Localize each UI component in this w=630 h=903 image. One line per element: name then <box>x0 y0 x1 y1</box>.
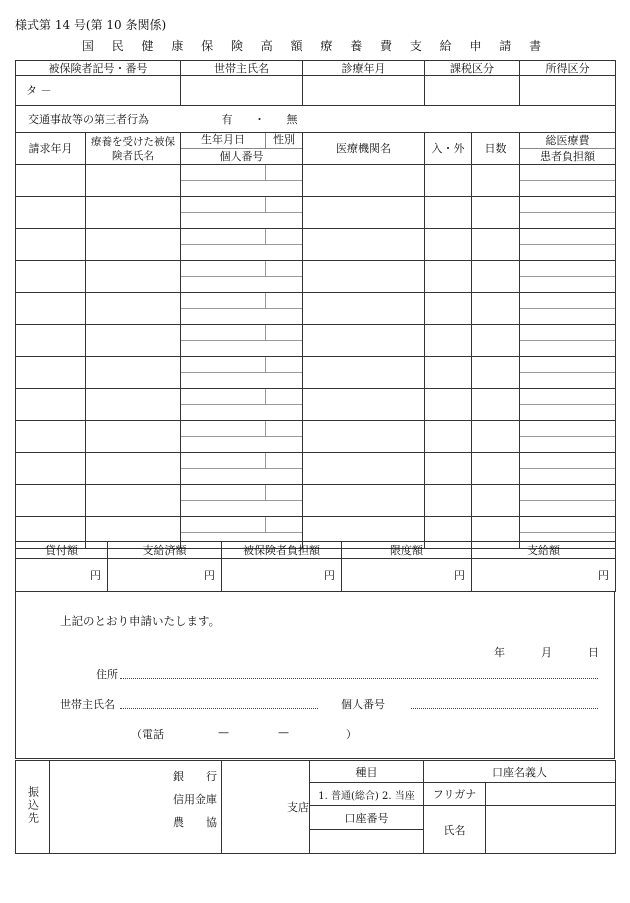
address-field[interactable] <box>120 678 598 679</box>
loan-amount[interactable]: 円 <box>16 559 108 592</box>
institution-cell[interactable] <box>303 325 425 357</box>
cost-cell[interactable] <box>520 389 616 421</box>
tax-class-field[interactable] <box>425 76 520 106</box>
application-table <box>15 60 616 549</box>
patient-name-cell[interactable] <box>86 197 181 229</box>
insured-burden-amount[interactable]: 円 <box>222 559 342 592</box>
in-out-cell[interactable] <box>425 453 472 485</box>
birth-personal-cell[interactable] <box>181 197 303 229</box>
claim-month-cell[interactable] <box>16 293 86 325</box>
income-class-header: 所得区分 <box>520 61 616 76</box>
institution-cell[interactable] <box>303 229 425 261</box>
days-cell[interactable] <box>472 421 520 453</box>
cost-cell[interactable] <box>520 261 616 293</box>
detail-row <box>16 325 616 357</box>
in-out-cell[interactable] <box>425 261 472 293</box>
holder-name-label: 氏名 <box>424 806 486 854</box>
birth-personal-cell[interactable] <box>181 453 303 485</box>
days-cell[interactable] <box>472 485 520 517</box>
detail-row <box>16 229 616 261</box>
in-out-cell[interactable] <box>425 485 472 517</box>
declaration-statement: 上記のとおり申請いたします。 <box>60 614 221 628</box>
cost-cell[interactable] <box>520 453 616 485</box>
claim-month-cell[interactable] <box>16 229 86 261</box>
patient-name-cell[interactable] <box>86 485 181 517</box>
patient-name-cell[interactable] <box>86 229 181 261</box>
days-cell[interactable] <box>472 197 520 229</box>
paid-amount[interactable]: 円 <box>108 559 222 592</box>
claim-month-cell[interactable] <box>16 261 86 293</box>
patient-name-cell[interactable] <box>86 389 181 421</box>
treatment-month-header: 診療年月 <box>303 61 425 76</box>
cost-cell[interactable] <box>520 485 616 517</box>
days-cell[interactable] <box>472 165 520 197</box>
institution-cell[interactable] <box>303 357 425 389</box>
claim-month-cell[interactable] <box>16 197 86 229</box>
birth-personal-cell[interactable] <box>181 325 303 357</box>
insured-number-field[interactable]: タ － <box>16 76 181 106</box>
in-out-cell[interactable] <box>425 421 472 453</box>
branch-field[interactable] <box>222 761 310 854</box>
cost-cell[interactable] <box>520 421 616 453</box>
detail-row <box>16 293 616 325</box>
days-cell[interactable] <box>472 357 520 389</box>
treatment-month-field[interactable] <box>303 76 425 106</box>
insured-burden-header: 被保険者負担額 <box>222 542 342 559</box>
claim-month-cell[interactable] <box>16 453 86 485</box>
in-out-cell[interactable] <box>425 165 472 197</box>
form-number: 様式第 14 号(第 10 条関係) <box>15 18 167 32</box>
branch-label: 支店 <box>287 801 309 814</box>
benefit-amount[interactable]: 円 <box>472 559 616 592</box>
date-year-label: 年 <box>494 646 505 659</box>
institution-cell[interactable] <box>303 421 425 453</box>
transfer-to-label: 振込先 <box>16 761 50 854</box>
sex-header: 性別 <box>273 133 295 146</box>
form-title: 国 民 健 康 保 険 高 額 療 養 費 支 給 申 請 書 <box>81 39 549 53</box>
patient-name-cell[interactable] <box>86 165 181 197</box>
institution-cell[interactable] <box>303 293 425 325</box>
third-party-separator: ・ <box>254 112 265 126</box>
furigana-label: フリガナ <box>424 783 486 806</box>
patient-name-cell[interactable] <box>86 453 181 485</box>
days-cell[interactable] <box>472 293 520 325</box>
in-out-header: 入・外 <box>425 133 472 165</box>
patient-cost-header: 患者負担額 <box>540 150 595 163</box>
birth-personal-cell[interactable] <box>181 389 303 421</box>
days-cell[interactable] <box>472 453 520 485</box>
third-party-no[interactable]: 無 <box>286 112 298 126</box>
in-out-cell[interactable] <box>425 229 472 261</box>
tax-class-header: 課税区分 <box>425 61 520 76</box>
patient-name-cell[interactable] <box>86 325 181 357</box>
household-head-header: 世帯主氏名 <box>181 61 303 76</box>
birth-personal-cell[interactable] <box>181 357 303 389</box>
patient-name-header: 療養を受けた被保険者氏名 <box>86 133 181 165</box>
address-label: 住所 <box>96 668 118 681</box>
detail-row <box>16 389 616 421</box>
bank-name-field[interactable] <box>50 761 222 854</box>
days-cell[interactable] <box>472 325 520 357</box>
bank-label: 銀 行 <box>173 770 217 783</box>
patient-name-cell[interactable] <box>86 261 181 293</box>
date-day-label: 日 <box>588 646 599 659</box>
loan-header: 貸付額 <box>16 542 108 559</box>
furigana-field[interactable] <box>486 783 616 806</box>
total-cost-header: 総医療費 <box>520 133 615 149</box>
household-head-field[interactable] <box>181 76 303 106</box>
limit-amount[interactable]: 円 <box>342 559 472 592</box>
birth-personal-cell[interactable] <box>181 485 303 517</box>
detail-row <box>16 453 616 485</box>
phone-dash-1: — <box>218 726 229 739</box>
institution-cell[interactable] <box>303 389 425 421</box>
institution-cell[interactable] <box>303 261 425 293</box>
claim-month-cell[interactable] <box>16 325 86 357</box>
cost-cell[interactable] <box>520 357 616 389</box>
phone-dash-2: — <box>278 726 289 739</box>
paid-header: 支給済額 <box>108 542 222 559</box>
days-header: 日数 <box>472 133 520 165</box>
detail-row <box>16 485 616 517</box>
cost-cell[interactable] <box>520 197 616 229</box>
patient-name-cell[interactable] <box>86 421 181 453</box>
date-month-label: 月 <box>541 646 552 659</box>
account-type-options[interactable]: 1. 普通(総合) 2. 当座 <box>310 783 424 806</box>
account-holder-header: 口座名義人 <box>424 761 616 783</box>
claim-month-cell[interactable] <box>16 357 86 389</box>
in-out-cell[interactable] <box>425 197 472 229</box>
birth-personal-cell[interactable] <box>181 229 303 261</box>
cost-cell[interactable] <box>520 325 616 357</box>
cost-cell[interactable] <box>520 229 616 261</box>
claim-month-cell[interactable] <box>16 421 86 453</box>
birth-personal-cell[interactable] <box>181 421 303 453</box>
birth-sex-header <box>181 133 302 149</box>
summary-table <box>15 541 616 592</box>
days-cell[interactable] <box>472 229 520 261</box>
account-number-header: 口座番号 <box>310 806 424 830</box>
days-cell[interactable] <box>472 261 520 293</box>
head-name-label: 世帯主氏名 <box>60 698 115 711</box>
third-party-label: 交通事故等の第三者行為 <box>28 112 149 126</box>
detail-row <box>16 165 616 197</box>
detail-row <box>16 421 616 453</box>
phone-close: ） <box>346 728 357 741</box>
holder-name-field[interactable] <box>486 806 616 854</box>
personal-number-label: 個人番号 <box>341 698 385 711</box>
phone-open: （電話 <box>131 728 164 741</box>
declaration-section <box>15 591 615 759</box>
third-party-row <box>16 106 616 133</box>
patient-name-cell[interactable] <box>86 293 181 325</box>
in-out-cell[interactable] <box>425 389 472 421</box>
cost-cell[interactable] <box>520 165 616 197</box>
benefit-header: 支給額 <box>472 542 616 559</box>
institution-cell[interactable] <box>303 453 425 485</box>
head-name-field[interactable] <box>120 708 318 709</box>
detail-row <box>16 261 616 293</box>
claim-month-header: 請求年月 <box>16 133 86 165</box>
claim-month-cell[interactable] <box>16 165 86 197</box>
limit-header: 限度額 <box>342 542 472 559</box>
institution-header: 医療機関名 <box>303 133 425 165</box>
personal-number-field[interactable] <box>411 708 598 709</box>
institution-cell[interactable] <box>303 197 425 229</box>
agri-coop-label: 農 協 <box>173 816 217 829</box>
account-type-header: 種目 <box>310 761 424 783</box>
in-out-cell[interactable] <box>425 325 472 357</box>
third-party-yes[interactable]: 有 <box>221 112 233 126</box>
income-class-field[interactable] <box>520 76 616 106</box>
in-out-cell[interactable] <box>425 357 472 389</box>
detail-row <box>16 357 616 389</box>
insured-number-header: 被保険者記号・番号 <box>16 61 181 76</box>
detail-row <box>16 197 616 229</box>
in-out-cell[interactable] <box>425 293 472 325</box>
institution-cell[interactable] <box>303 165 425 197</box>
birth-date-header: 生年月日 <box>181 133 266 148</box>
account-number-field[interactable] <box>310 830 424 854</box>
birth-personal-cell[interactable] <box>181 165 303 197</box>
bank-table <box>15 760 616 854</box>
institution-cell[interactable] <box>303 485 425 517</box>
days-cell[interactable] <box>472 389 520 421</box>
cost-cell[interactable] <box>520 293 616 325</box>
patient-name-cell[interactable] <box>86 357 181 389</box>
personal-number-header: 個人番号 <box>219 150 264 163</box>
claim-month-cell[interactable] <box>16 389 86 421</box>
credit-union-label: 信用金庫 <box>173 793 217 806</box>
birth-personal-cell[interactable] <box>181 261 303 293</box>
birth-personal-cell[interactable] <box>181 293 303 325</box>
claim-month-cell[interactable] <box>16 485 86 517</box>
